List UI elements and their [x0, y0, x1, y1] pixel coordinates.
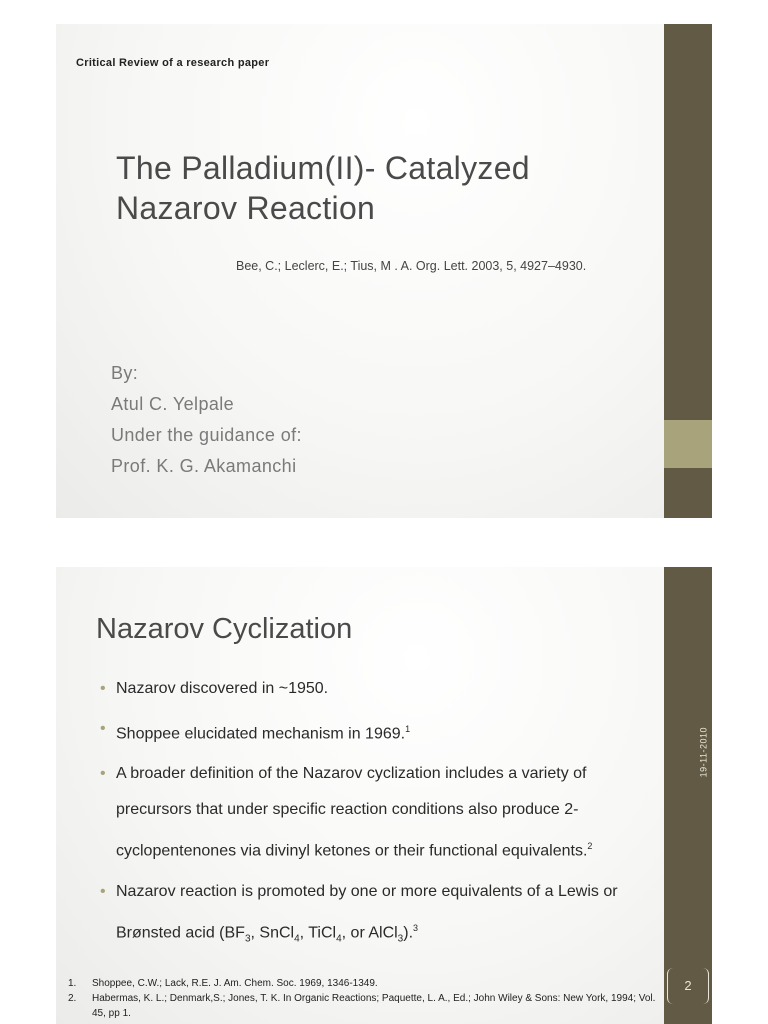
slide-sidebar [664, 24, 712, 518]
reference-item: 1. Shoppee, C.W.; Lack, R.E. J. Am. Chem. Soc. 1969, 1346-1349. [68, 978, 378, 989]
guide-name: Prof. K. G. Akamanchi [111, 456, 297, 476]
reference-item: 2. Habermas, K. L.; Denmark,S.; Jones, T. K. In Organic Reactions; Paquette, L. A., Ed.; John Wiley & Sons: New York, 1994; Vol. 45, pp 1. [68, 993, 656, 1019]
bullet-list [98, 671, 658, 961]
by-label: By: [111, 363, 139, 383]
title-line-1: The Palladium(II)- Catalyzed [116, 150, 530, 186]
slide-heading: Nazarov Cyclization [96, 613, 353, 645]
footnote-ref: 2 [587, 841, 593, 852]
sidebar-accent-block [664, 420, 712, 468]
author-block [111, 358, 302, 482]
presentation-title [116, 148, 656, 228]
title-line-2: Nazarov Reaction [116, 190, 376, 226]
guidance-label: Under the guidance of: [111, 425, 302, 445]
bullet-item: • Shoppee elucidated mechanism in 1969.$^1$ [98, 711, 658, 752]
slide-nazarov-cyclization [56, 567, 712, 1024]
bullet-item: • Nazarov discovered in ~1950. [98, 671, 658, 707]
author-name: Atul C. Yelpale [111, 394, 235, 414]
page-number: 2 [667, 968, 709, 1004]
references [68, 976, 668, 1021]
slide-date: 19-11-2010 [698, 727, 708, 778]
paper-citation: Bee, C.; Leclerc, E.; Tius, M . A. Org. Lett. 2003, 5, 4927–4930. [236, 259, 587, 273]
bullet-item: • Nazarov reaction is promoted by one or more equivalents of a Lewis or Brønsted acid ($BF_3$, SnCl$_4$, TiCl$_4$, or AlCl$_3$).$^3$ [98, 874, 658, 958]
footnote-ref: 1 [405, 724, 411, 734]
slide-sidebar [664, 567, 712, 1024]
footnote-ref: 3 [413, 922, 419, 933]
slide-title [56, 24, 712, 518]
slide-kicker: Critical Review of a research paper [76, 57, 270, 69]
bullet-item: • A broader definition of the Nazarov cyclization includes a variety of precursors that under specific reaction conditions also produce 2-cyclopentenones via divinyl ketones or their functional equivalents.$^2$ [98, 756, 658, 869]
